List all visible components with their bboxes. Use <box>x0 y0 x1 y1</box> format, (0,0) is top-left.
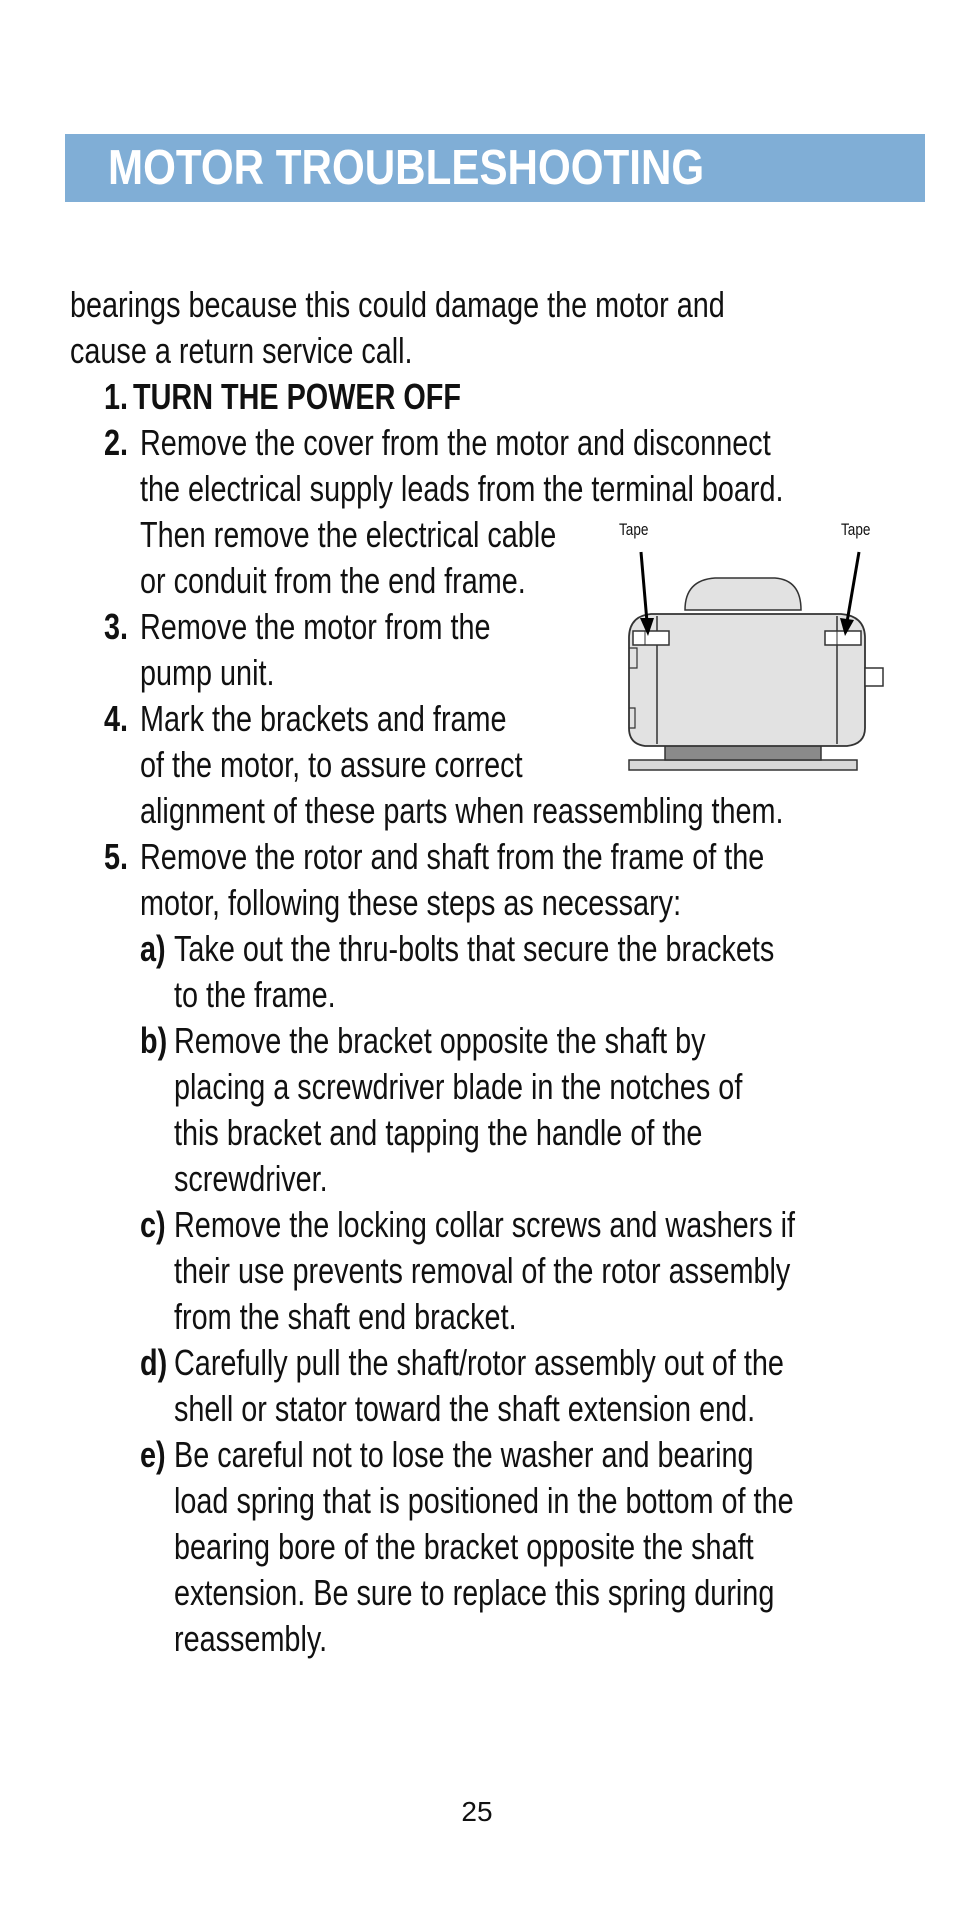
step-4-number: 4. <box>104 698 129 739</box>
motor-drawing <box>615 518 885 776</box>
step-3-line-1: Remove the motor from the <box>140 606 491 647</box>
intro-line-2: cause a return service call. <box>70 330 413 371</box>
tape-label-right: Tape <box>841 520 871 539</box>
step-3-line-2: pump unit. <box>140 652 275 693</box>
substep-e-line-1: Be careful not to lose the washer and bearing <box>174 1434 754 1475</box>
step-2-line-2: the electrical supply leads from the terminal board. <box>140 468 784 509</box>
step-5-line-2: motor, following these steps as necessary: <box>140 882 682 923</box>
step-3-number: 3. <box>104 606 129 647</box>
step-4-line-3: alignment of these parts when reassembling them. <box>140 790 784 831</box>
substep-b-letter: b) <box>140 1020 168 1061</box>
substep-a-line-2: to the frame. <box>174 974 336 1015</box>
motor-illustration <box>615 518 885 776</box>
substep-b-line-4: screwdriver. <box>174 1158 328 1199</box>
substep-d-line-1: Carefully pull the shaft/rotor assembly out of the <box>174 1342 784 1383</box>
substep-a-line-1: Take out the thru-bolts that secure the brackets <box>174 928 775 969</box>
step-2-line-4: or conduit from the end frame. <box>140 560 526 601</box>
substep-c-line-2: their use prevents removal of the rotor assembly <box>174 1250 791 1291</box>
step-2-line-1: Remove the cover from the motor and disconnect <box>140 422 771 463</box>
section-title: MOTOR TROUBLESHOOTING <box>108 141 705 195</box>
substep-e-line-4: extension. Be sure to replace this spring during <box>174 1572 775 1613</box>
substep-b-line-1: Remove the bracket opposite the shaft by <box>174 1020 706 1061</box>
substep-d-letter: d) <box>140 1342 168 1383</box>
step-2-line-3: Then remove the electrical cable <box>140 514 557 555</box>
step-1-text: TURN THE POWER OFF <box>133 376 461 417</box>
step-5-line-1: Remove the rotor and shaft from the frame of the <box>140 836 765 877</box>
page-number: 25 <box>461 1796 493 1827</box>
step-4-line-1: Mark the brackets and frame <box>140 698 507 739</box>
substep-c-letter: c) <box>140 1204 166 1245</box>
substep-d-line-2: shell or stator toward the shaft extension end. <box>174 1388 756 1429</box>
substep-c-line-1: Remove the locking collar screws and washers if <box>174 1204 796 1245</box>
tape-label-left: Tape <box>619 520 649 539</box>
section-header <box>65 134 925 202</box>
substep-b-line-3: this bracket and tapping the handle of the <box>174 1112 703 1153</box>
step-4-line-2: of the motor, to assure correct <box>140 744 523 785</box>
substep-c-line-3: from the shaft end bracket. <box>174 1296 517 1337</box>
substep-b-line-2: placing a screwdriver blade in the notches of <box>174 1066 743 1107</box>
step-5-number: 5. <box>104 836 129 877</box>
step-2-number: 2. <box>104 422 129 463</box>
step-1-number: 1. <box>104 376 129 417</box>
substep-e-letter: e) <box>140 1434 166 1475</box>
substep-e-line-2: load spring that is positioned in the bottom of the <box>174 1480 794 1521</box>
substep-e-line-5: reassembly. <box>174 1618 328 1659</box>
substep-e-line-3: bearing bore of the bracket opposite the shaft <box>174 1526 754 1567</box>
substep-a-letter: a) <box>140 928 166 969</box>
intro-line-1: bearings because this could damage the motor and <box>70 284 725 325</box>
